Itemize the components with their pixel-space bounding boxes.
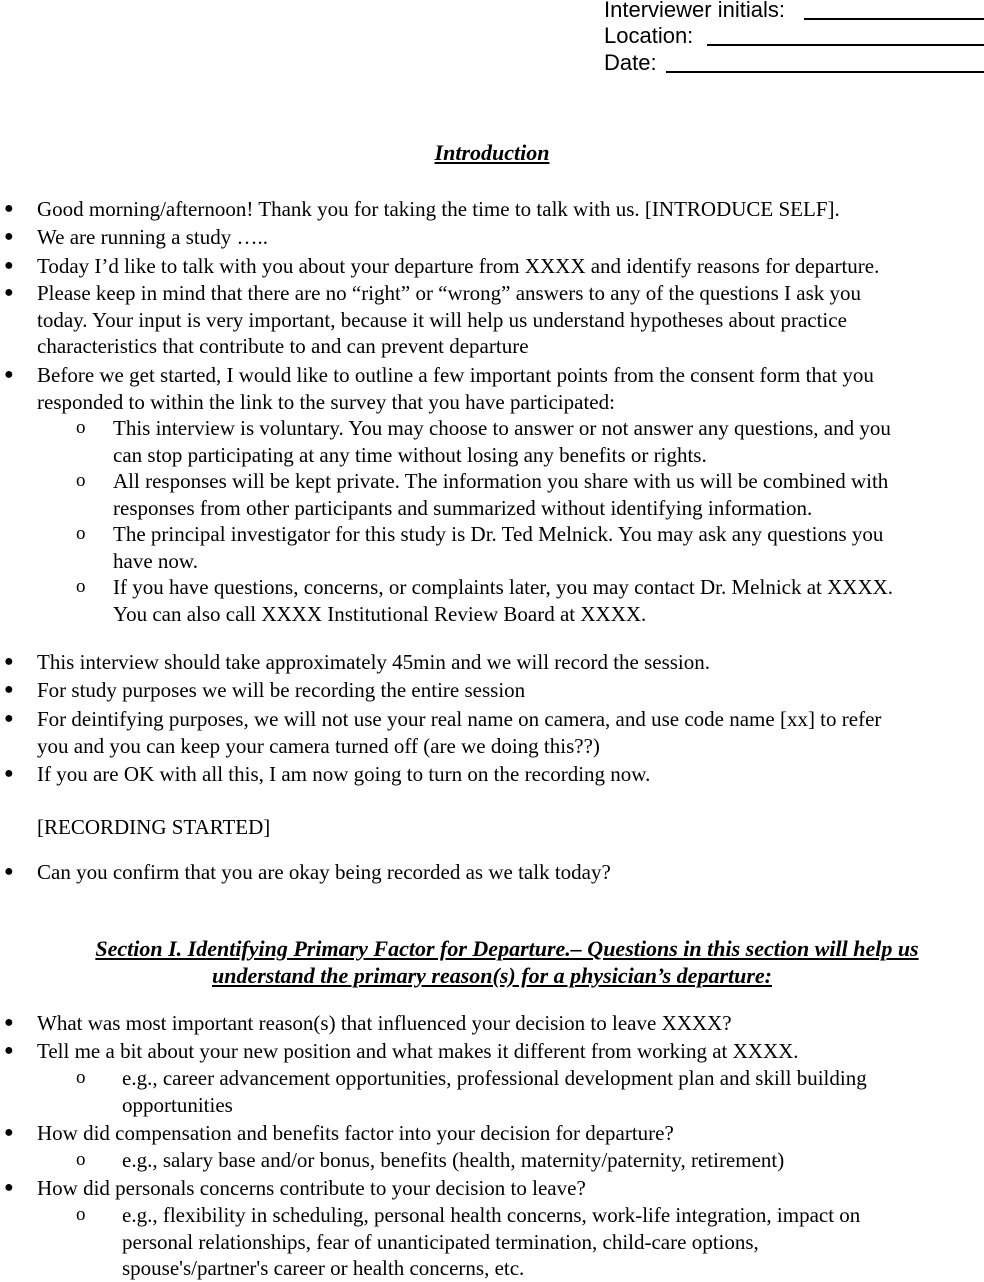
bullet-icon: ●	[4, 681, 14, 698]
bullet-icon: ●	[4, 1014, 14, 1031]
circle-bullet-icon: o	[76, 576, 86, 597]
question-4-example: o e.g., flexibility in scheduling, personal health concerns, work-life integration, impact on personal relationships, fear of unanticipated termination, child-care options, spouse's/partner's career or health concerns, etc.	[76, 1203, 861, 1281]
session-item-2: ● For study purposes we will be recording the entire session	[4, 678, 526, 702]
section-1-heading: Section I. Identifying Primary Factor for Departure.– Questions in this section will help us understand the primary reason(s) for a physician’s departure:	[95, 936, 919, 988]
bullet-icon: ●	[4, 257, 14, 274]
interviewer-initials-label: Interviewer initials:	[604, 0, 785, 22]
interviewer-initials-field	[0, 0, 984, 23]
location-label: Location:	[604, 23, 694, 48]
location-field	[0, 23, 984, 49]
intro-item-2: ● We are running a study …..	[4, 225, 268, 249]
question-2: ● Tell me a bit about your new position and what makes it different from working at XXXX.	[4, 1039, 799, 1063]
consent-point-3: o The principal investigator for this study is Dr. Ted Melnick. You may ask any questions you have now.	[76, 522, 884, 573]
confirm-recording-item: ● Can you confirm that you are okay being recorded as we talk today?	[4, 860, 611, 884]
bullet-icon: ●	[4, 1179, 14, 1196]
interviewer-initials-blank[interactable]	[804, 18, 984, 20]
question-3: ● How did compensation and benefits factor into your decision for departure?	[4, 1121, 674, 1145]
circle-bullet-icon: o	[76, 1149, 86, 1170]
intro-item-1: ● Good morning/afternoon! Thank you for taking the time to talk with us. [INTRODUCE SELF].	[4, 197, 840, 221]
session-item-4: ● If you are OK with all this, I am now going to turn on the recording now.	[4, 762, 651, 786]
bullet-icon: ●	[4, 1124, 14, 1141]
consent-point-2: o All responses will be kept private. The information you share with us will be combined with responses from other participants and summarized without identifying information.	[76, 469, 889, 520]
circle-bullet-icon: o	[76, 523, 86, 544]
date-label: Date:	[604, 50, 657, 75]
circle-bullet-icon: o	[76, 470, 86, 491]
introduction-title: Introduction	[434, 140, 550, 165]
intro-item-4: ● Please keep in mind that there are no “right” or “wrong” answers to any of the questions I ask you today. Your input is very important, because it will help us understand hypotheses about practice characteristics that contribute to and can prevent departure	[4, 281, 862, 359]
location-blank[interactable]	[707, 44, 984, 46]
bullet-icon: ●	[4, 863, 14, 880]
intro-item-5: ● Before we get started, I would like to outline a few important points from the consent form that you responded to within the link to the survey that you have participated:	[4, 363, 874, 414]
circle-bullet-icon: o	[76, 1204, 86, 1225]
question-3-example: o e.g., salary base and/or bonus, benefits (health, maternity/paternity, retirement)	[76, 1148, 785, 1172]
session-item-3: ● For deintifying purposes, we will not use your real name on camera, and use code name [xx] to refer you and you can keep your camera turned off (are we doing this??)	[4, 707, 882, 758]
question-2-example: o e.g., career advancement opportunities, professional development plan and skill building opportunities	[76, 1066, 867, 1117]
session-item-1: ● This interview should take approximately 45min and we will record the session.	[4, 650, 711, 674]
bullet-icon: ●	[4, 653, 14, 670]
date-blank[interactable]	[666, 71, 984, 73]
bullet-icon: ●	[4, 366, 14, 383]
bullet-icon: ●	[4, 765, 14, 782]
bullet-icon: ●	[4, 228, 14, 245]
consent-point-1: o This interview is voluntary. You may choose to answer or not answer any questions, and you can stop participating at any time without losing any benefits or rights.	[76, 416, 891, 467]
question-1: ● What was most important reason(s) that influenced your decision to leave XXXX?	[4, 1011, 732, 1035]
circle-bullet-icon: o	[76, 417, 86, 438]
bullet-icon: ●	[4, 200, 14, 217]
intro-item-3: ● Today I’d like to talk with you about your departure from XXXX and identify reasons for departure.	[4, 254, 880, 278]
bullet-icon: ●	[4, 1042, 14, 1059]
bullet-icon: ●	[4, 284, 14, 301]
question-4: ● How did personals concerns contribute to your decision to leave?	[4, 1176, 586, 1200]
date-field	[0, 50, 984, 76]
consent-point-4: o If you have questions, concerns, or complaints later, you may contact Dr. Melnick at XXXX. You can also call XXXX Institutional Review Board at XXXX.	[76, 575, 894, 626]
circle-bullet-icon: o	[76, 1067, 86, 1088]
recording-started-note: [RECORDING STARTED]	[37, 815, 271, 839]
bullet-icon: ●	[4, 710, 14, 727]
